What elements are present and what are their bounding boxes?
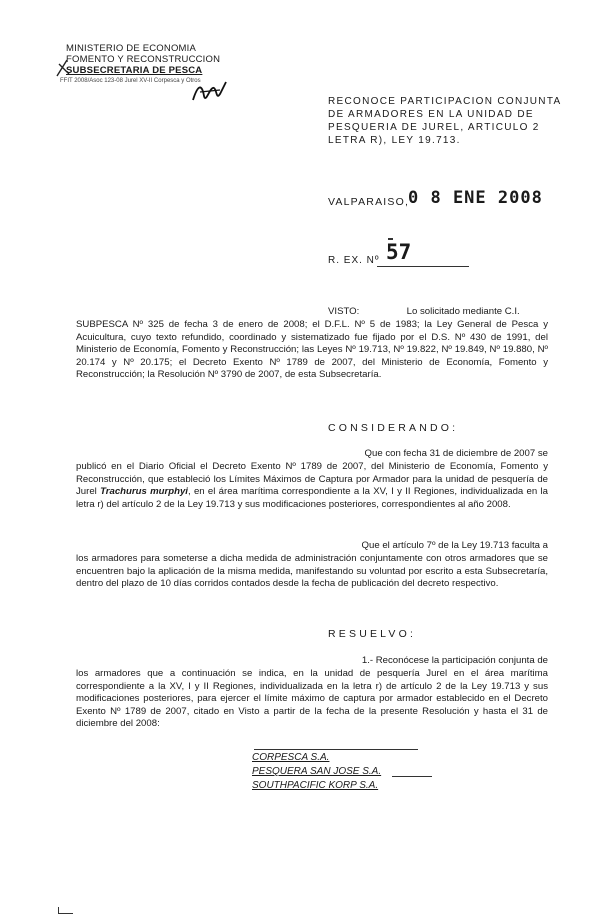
- visto-body: SUBPESCA Nº 325 de fecha 3 de enero de 2008; el D.F.L. Nº 5 de 1983; la Ley General de Pesca y Acuicultura, cuyo texto refundido, coordinado y sistematizado fue fijado por el D.S. Nº 430 de 1991, del Ministerio de Economía, Fomento y Reconstrucción; las Leyes Nº 19.713, Nº 19.822, Nº 19.849, Nº 19.880, Nº 20.174 y Nº 20.175; el Decreto Exento Nº 1789 de 2007, del Ministerio de Economía, Fomento y Reconstrucción; la Resolución Nº 3790 de 2007, de esta Subsecretaría.: [76, 319, 548, 381]
- ministry-name: MINISTERIO DE ECONOMIA: [66, 43, 197, 54]
- subject-line-3: PESQUERIA DE JUREL, ARTICULO 2: [328, 122, 540, 133]
- page-corner-mark: [58, 907, 73, 914]
- resuelvo-p1-body: los armadores que a continuación se indica, en la unidad de pesquería Jurel en el área marítima correspondiente a la XV, I y II Regiones, individualizada en la letra r) de artículo 2 de la Ley 19.713 y sus modificaciones posteriores, para ejercer el límite máximo de captura por armador establecido en el Decreto Exento Nº 1789 de 2007, citado en Visto a partir de la fecha de la presente Resolución y hasta el 31 de diciembre del 2008:: [76, 668, 548, 730]
- resuelvo-p1-first: 1.- Reconócese la participación conjunta de: [361, 655, 548, 666]
- corner-mark: [55, 56, 71, 78]
- company-list: [252, 751, 381, 793]
- species-name: Trachurus murphyi: [100, 486, 188, 498]
- resolution-tick: [388, 238, 393, 240]
- company-item: CORPESCA S.A.: [252, 752, 330, 763]
- initials-signature: [190, 78, 230, 108]
- company-item: SOUTHPACIFIC KORP S.A.: [252, 780, 379, 791]
- subject-line-1: RECONOCE PARTICIPACION CONJUNTA: [328, 96, 562, 107]
- resolution-label: R. EX. Nº: [328, 255, 380, 266]
- subject-line-2: DE ARMADORES EN LA UNIDAD DE: [328, 109, 534, 120]
- ministry-subname: FOMENTO Y RECONSTRUCCION: [66, 54, 221, 65]
- file-reference: FFIT 2008/Asoc 123-08 Jurel XV-II Corpesca y Otros: [60, 78, 201, 84]
- company-list-side-rule: [392, 776, 432, 777]
- considerando-p1-first: Que con fecha 31 de diciembre de 2007 se: [364, 448, 548, 459]
- subsecretaria-name: SUBSECRETARIA DE PESCA: [66, 65, 203, 76]
- place-label: VALPARAISO,: [328, 196, 410, 208]
- subject-line-4: LETRA R), LEY 19.713.: [328, 135, 461, 146]
- resolution-number: 57: [386, 240, 412, 264]
- resolution-number-line: [377, 266, 469, 267]
- considerando-p2-body: los armadores para someterse a dicha medida de administración conjuntamente con otros armadores que se encuentren bajo la aplicación de la misma medida, manifestando su voluntad por escrito a esta Subsecretaría, dentro del plazo de 10 días corridos contados desde la fecha de publicación del decreto respectivo.: [76, 553, 548, 590]
- visto-label: VISTO:: [328, 306, 360, 317]
- resuelvo-heading: RESUELVO:: [328, 628, 417, 640]
- date-stamp: 0 8 ENE 2008: [408, 188, 543, 208]
- considerando-p1-a: publicó en el Diario Oficial el Decreto Exento Nº 1789 de 2007, del Ministerio de Economía, Fomento y Reconstrucción, que estableció los Límites Máximos de Captura por Armador para la unidad de pesquería de Jurel: [76, 461, 548, 498]
- company-list-top-rule: [254, 749, 418, 750]
- considerando-heading: CONSIDERANDO:: [328, 422, 459, 434]
- considerando-p1-body: [76, 461, 548, 511]
- visto-first-text: Lo solicitado mediante C.I.: [406, 306, 520, 317]
- considerando-p1-b: , en el área marítima correspondiente a la XV, I y II Regiones, individualizada en la letra r) del artículo 2 de la Ley 19.713 y sus modificaciones posteriores, correspondientes al año 2008.: [76, 486, 548, 510]
- considerando-p2-first: Que el artículo 7º de la Ley 19.713 faculta a: [361, 540, 548, 551]
- visto-first-line: [328, 306, 548, 319]
- company-item: PESQUERA SAN JOSE S.A.: [252, 766, 382, 777]
